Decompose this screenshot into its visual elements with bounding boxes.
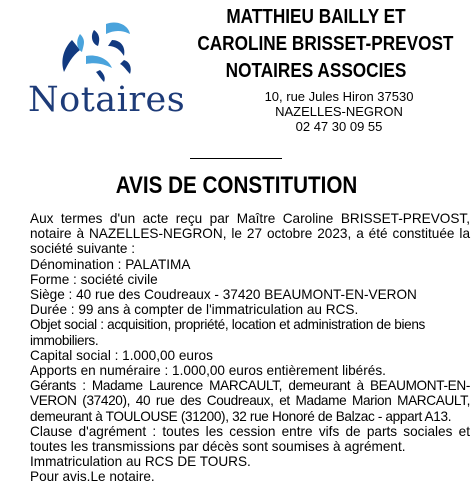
notice-item-objet: Objet social : acquisition, propriété, location et administration de biens immobiliers. (30, 317, 425, 348)
address-city: NAZELLES-NEGRON (275, 104, 403, 119)
firm-name-line-2: CAROLINE BRISSET-PREVOST (197, 33, 454, 55)
notice-item-forme: Forme : société civile (30, 271, 158, 287)
notice-closing: Pour avis.Le notaire. (30, 469, 155, 485)
notice-item-apports: Apports en numéraire : 1.000,00 euros entièrement libérés. (30, 363, 386, 379)
notice-item-duree: Durée : 99 ans à compter de l'immatriculation au RCS. (30, 302, 359, 318)
notice-item-denomination: Dénomination : PALATIMA (30, 256, 191, 272)
notice-body (2, 211, 470, 485)
notice-item-capital: Capital social : 1.000,00 euros (30, 347, 213, 363)
separator-rule (190, 158, 282, 159)
notice-gerants: Gérants : Madame Laurence MARCAULT, demeurant à BEAUMONT-EN-VERON (37420), 40 rue des Coudreaux, et Madame Marion MARCAULT, demeurant à TOULOUSE (31200), 32 rue Honoré de Balzac - appart A13. (30, 378, 470, 424)
notaires-logo (20, 10, 186, 122)
notaires-emblem-icon (20, 10, 182, 85)
notice-agrement: Clause d'agrément : toutes les cession entre vifs de parts sociales et toutes les transmissions par décès sont soumises à agrément. (30, 423, 470, 455)
notaires-wordmark: Notaires (28, 80, 186, 120)
notice-intro: Aux termes d'un acte reçu par Maître Caroline BRISSET-PREVOST, notaire à NAZELLES-NEGRON, le 27 octobre 2023, a été constituée la société suivante : (30, 211, 470, 257)
address-phone: 02 47 30 09 55 (295, 119, 383, 134)
firm-name-line-3: NOTAIRES ASSOCIES (225, 60, 407, 82)
address-street: 10, rue Jules Hiron 37530 (264, 89, 414, 104)
notice-immatriculation: Immatriculation au RCS DE TOURS. (30, 454, 251, 470)
firm-address (224, 89, 454, 134)
firm-name-line-1: MATTHIEU BAILLY ET (226, 6, 406, 28)
notice-item-siege: Siège : 40 rue des Coudreaux - 37420 BEAUMONT-EN-VERON (30, 287, 417, 303)
firm-header (178, 4, 454, 134)
notice-title: AVIS DE CONSTITUTION (115, 172, 358, 199)
